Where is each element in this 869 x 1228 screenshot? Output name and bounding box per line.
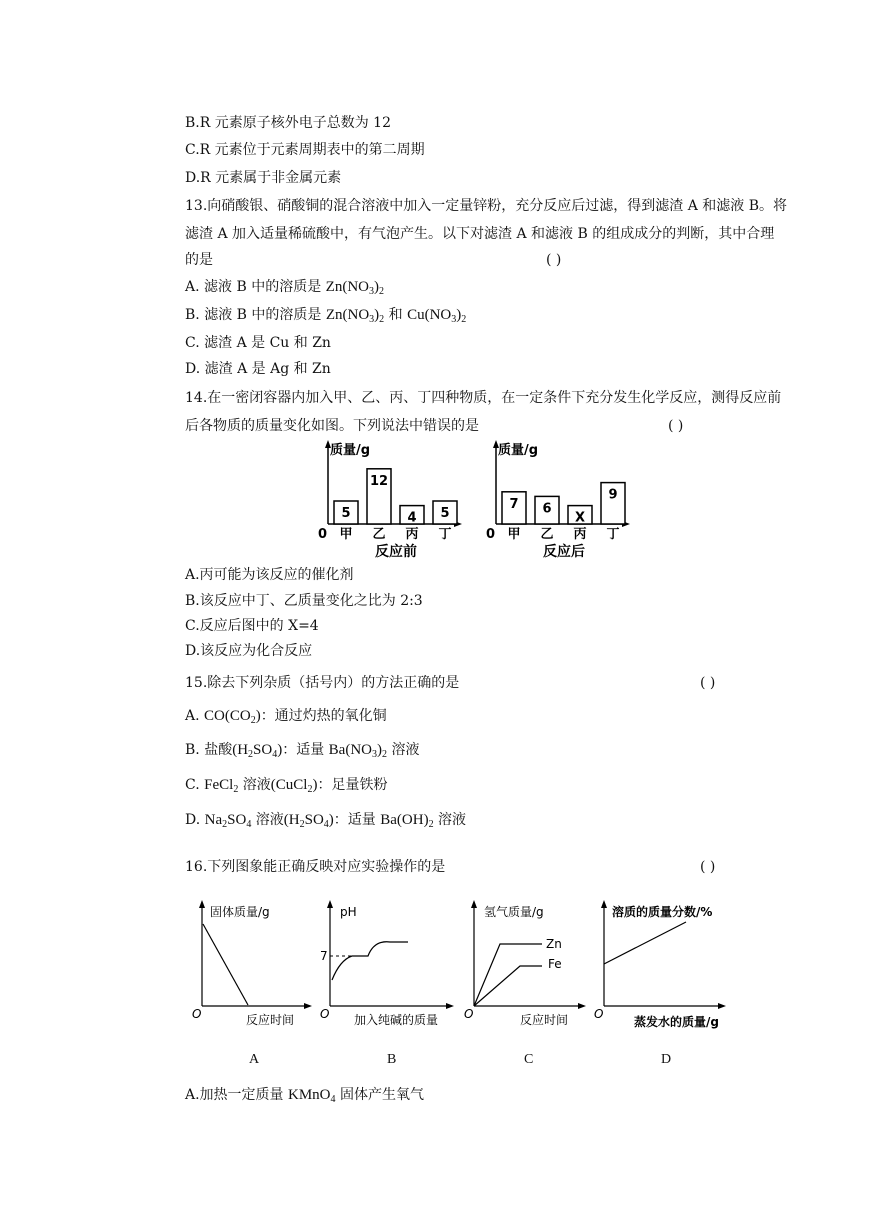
after-category-3: 丁 — [606, 527, 620, 542]
before-title: 反应前 — [375, 544, 417, 560]
graph-b-xlabel: 加入纯碱的质量 — [354, 1013, 439, 1027]
before-category-3: 丁 — [438, 527, 452, 542]
before-category-1: 乙 — [372, 527, 386, 542]
q13-option-b: B. 滤液 B 中的溶质是 $Zn(NO_3)_2$ 和 $Cu(NO_3)_2$ — [185, 307, 467, 325]
after-value-label-0: 7 — [509, 496, 519, 512]
q15-answer-paren: ( ) — [700, 675, 716, 691]
after-category-2: 丙 — [573, 527, 587, 542]
before-value-label-3: 5 — [440, 506, 450, 521]
graph-a-label: A — [249, 1052, 260, 1067]
q16-answer-paren: ( ) — [700, 859, 716, 875]
q12-option-d: D.R 元素属于非金属元素 — [185, 170, 342, 186]
q14-option-a: A.丙可能为该反应的催化剂 — [185, 567, 354, 583]
q16-graph-b — [316, 898, 466, 1038]
graph-a-xlabel: 反应时间 — [246, 1013, 295, 1027]
q13-option-a-text: A. 滤液 B 中的溶质是 — [185, 279, 326, 295]
formula-zn-no3-b: $Zn(NO_3)_2$ — [325, 307, 385, 325]
q16-graph-c — [460, 898, 600, 1038]
graph-b-ylabel: pH — [340, 905, 357, 919]
graph-c-xlabel: 反应时间 — [520, 1013, 569, 1027]
q13-stem-line2: 滤渣 A 加入适量稀硫酸中，有气泡产生。以下对滤渣 A 和滤液 B 的组成成分的判断，其中合理 — [185, 226, 775, 242]
graph-c-series-zn: Zn — [546, 937, 562, 951]
graph-b-label: B — [387, 1052, 397, 1067]
q13-option-d: D. 滤渣 A 是 Ag 和 Zn — [185, 361, 331, 377]
after-value-label-3: 9 — [608, 487, 618, 503]
q14-stem-line1: 14.在一密闭容器内加入甲、乙、丙、丁四种物质，在一定条件下充分发生化学反应，测得反应前 — [185, 390, 782, 406]
q16-graph-d — [590, 898, 740, 1038]
q13-option-b-text: B. 滤液 B 中的溶质是 — [185, 307, 326, 323]
formula-cu-no3: $Cu(NO_3)_2$ — [407, 307, 467, 325]
graph-b-origin: O — [320, 1007, 330, 1021]
graph-d-label: D — [661, 1052, 672, 1067]
q16-option-a: A.加热一定质量 KMnO$_4$ 固体产生氧气 — [185, 1087, 424, 1105]
q13-answer-paren: ( ) — [546, 252, 562, 268]
q15-option-a: A. $CO(CO_2)$：通过灼热的氧化铜 — [185, 708, 387, 726]
graph-d-origin: O — [594, 1007, 604, 1021]
before-category-2: 丙 — [405, 527, 419, 542]
graph-a-origin: O — [192, 1007, 202, 1021]
before-value-label-1: 12 — [369, 473, 389, 489]
q13-option-c: C. 滤渣 A 是 Cu 和 Zn — [185, 335, 331, 351]
graph-c-ylabel: 氢气质量/g — [484, 905, 544, 919]
q12-option-c: C.R 元素位于元素周期表中的第二周期 — [185, 142, 425, 158]
after-category-0: 甲 — [507, 527, 521, 542]
after-origin: 0 — [486, 527, 496, 542]
graph-d-xlabel: 蒸发水的质量/g — [634, 1015, 719, 1029]
before-category-0: 甲 — [339, 527, 353, 542]
formula-zn-no3: $Zn(NO_3)_2$ — [325, 279, 384, 297]
graph-a-ylabel: 固体质量/g — [210, 905, 270, 919]
graph-c-origin: O — [464, 1007, 474, 1021]
q13-option-a — [185, 277, 384, 297]
q14-option-d: D.该反应为化合反应 — [185, 643, 313, 659]
graph-c-series-fe: Fe — [548, 957, 562, 971]
q14-stem-line2: 后各物质的质量变化如图。下列说法中错误的是 — [185, 418, 479, 434]
after-value-label-2: X — [574, 510, 586, 526]
after-value-label-1: 6 — [542, 501, 552, 517]
q13-stem-line3: 的是 — [185, 252, 213, 268]
after-category-1: 乙 — [540, 527, 554, 542]
q15-option-b: B. 盐酸$(H_2SO_4)$：适量 $Ba(NO_3)_2$ 溶液 — [185, 742, 420, 760]
q15-option-c: C. FeCl$_2$ 溶液(CuCl$_2$)：足量铁粉 — [185, 777, 388, 795]
q16-graph-a — [188, 898, 318, 1038]
graph-d-ylabel: 溶质的质量分数/% — [612, 905, 713, 919]
q14-option-b: B.该反应中丁、乙质量变化之比为 2:3 — [185, 593, 423, 609]
q15-stem: 15.除去下列杂质（括号内）的方法正确的是 — [185, 675, 460, 691]
after-title: 反应后 — [543, 544, 585, 560]
q14-answer-paren: ( ) — [668, 418, 684, 434]
q12-option-b: B.R 元素原子核外电子总数为 12 — [185, 115, 391, 131]
after-ylabel: 质量/g — [498, 443, 539, 458]
before-value-label-2: 4 — [407, 510, 417, 526]
q14-bar-charts — [300, 436, 640, 564]
q15-option-d: D. $Na_2SO_4$ 溶液$(H_2SO_4)$：适量 $Ba(OH)_2$ 溶液 — [185, 812, 467, 830]
q16-stem: 16.下列图象能正确反映对应实验操作的是 — [185, 859, 446, 875]
graph-b-seven: 7 — [320, 949, 328, 963]
before-ylabel: 质量/g — [330, 443, 371, 458]
q13-stem-line1: 13.向硝酸银、硝酸铜的混合溶液中加入一定量锌粉，充分反应后过滤，得到滤渣 A 和滤液 B。将 — [185, 198, 788, 214]
before-value-label-0: 5 — [341, 506, 351, 521]
graph-c-label: C — [524, 1052, 534, 1067]
before-origin: 0 — [318, 527, 328, 542]
q14-option-c: C.反应后图中的 X=4 — [185, 618, 319, 634]
